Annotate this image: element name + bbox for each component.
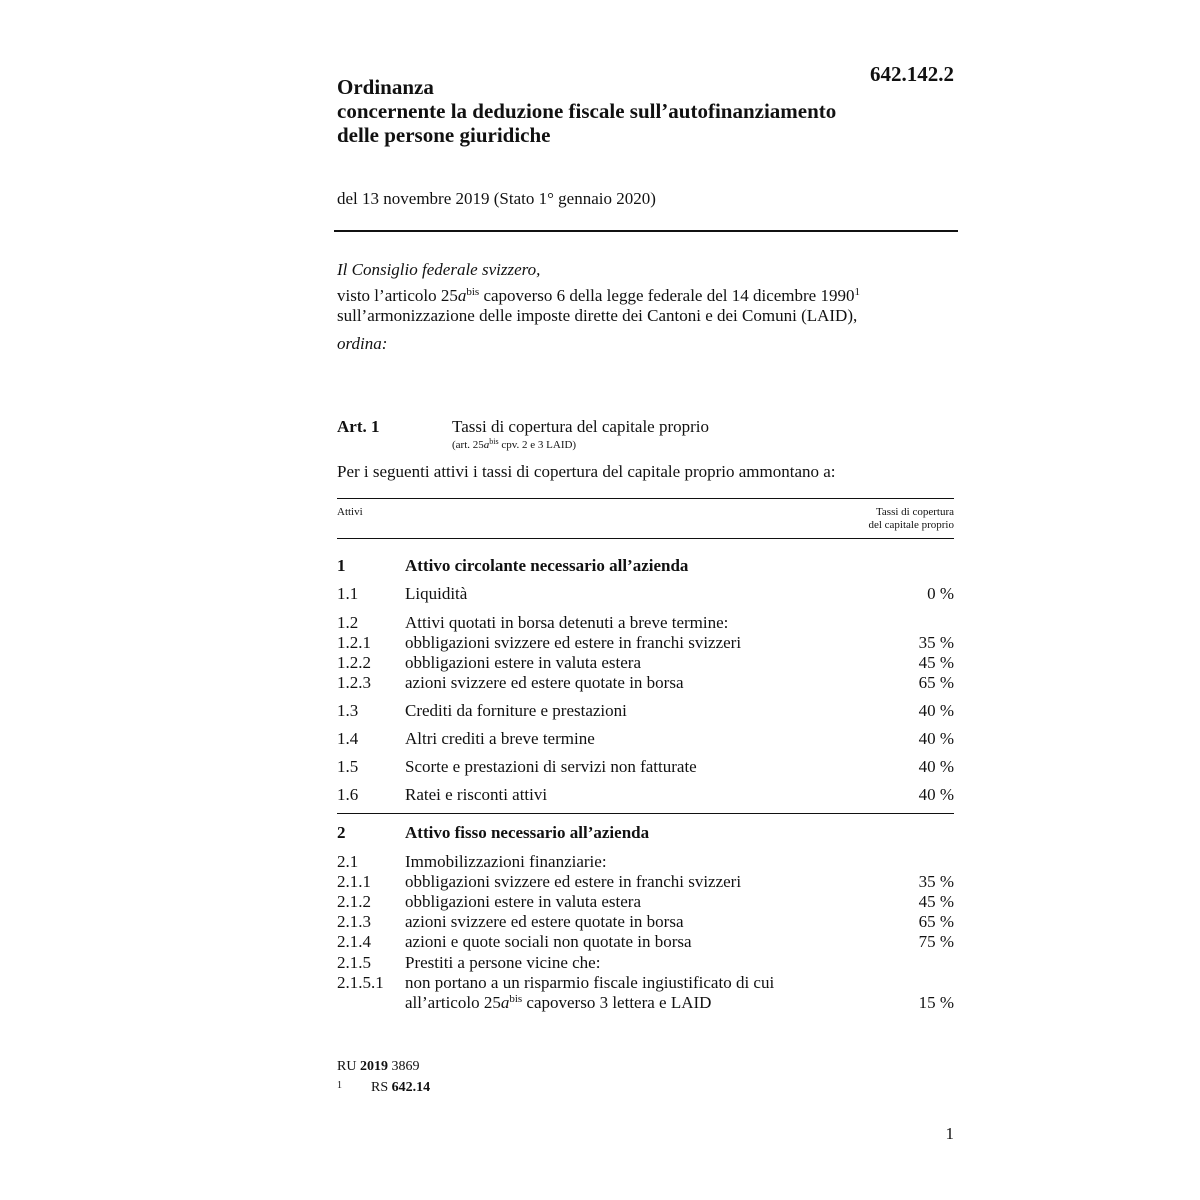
table-row-number: 1.3 bbox=[337, 701, 359, 720]
table-row-value: 45 % bbox=[918, 892, 954, 911]
table-row-text: obbligazioni estere in valuta estera bbox=[405, 653, 642, 672]
table-row-number: 1.6 bbox=[337, 785, 359, 804]
footnote-number: 1 bbox=[337, 1080, 342, 1091]
table-row-text: non portano a un risparmio fiscale ingiustificato di cui bbox=[405, 973, 775, 992]
table-row-number: 2.1.5.1 bbox=[337, 973, 384, 992]
table-section-heading: Attivo fisso necessario all’azienda bbox=[405, 823, 650, 842]
table-row-text: Altri crediti a breve termine bbox=[405, 729, 595, 748]
table-row-value: 35 % bbox=[918, 872, 954, 891]
official-compilation-ref: RU 2019 3869 bbox=[337, 1059, 420, 1074]
table-row-number: 1.5 bbox=[337, 757, 359, 776]
footnote-text: RS 642.14 bbox=[371, 1080, 431, 1095]
table-row-value: 0 % bbox=[927, 584, 954, 603]
table-top-rule bbox=[337, 498, 954, 499]
title-line-1: Ordinanza bbox=[337, 75, 434, 99]
date-status-line: del 13 novembre 2019 (Stato 1° gennaio 2020) bbox=[337, 189, 656, 208]
section-divider-rule bbox=[337, 813, 954, 814]
table-row-text: Immobilizzazioni finanziarie: bbox=[405, 852, 607, 871]
table-row-text: azioni svizzere ed estere quotate in borsa bbox=[405, 912, 684, 931]
preamble-ordina: ordina: bbox=[337, 334, 388, 353]
table-row-number: 2.1.4 bbox=[337, 932, 371, 951]
table-row-value: 40 % bbox=[918, 701, 954, 720]
table-row-value: 15 % bbox=[918, 993, 954, 1012]
column-header-rates: Tassi di copertura del capitale proprio bbox=[868, 506, 954, 531]
column-header-assets: Attivi bbox=[337, 506, 363, 518]
table-row-text: Liquidità bbox=[405, 584, 468, 603]
header-rule bbox=[334, 230, 958, 232]
table-row-value: 65 % bbox=[918, 912, 954, 931]
preamble-authority: Il Consiglio federale svizzero, bbox=[337, 260, 541, 279]
table-row-text: azioni svizzere ed estere quotate in borsa bbox=[405, 673, 684, 692]
table-row-number: 1.4 bbox=[337, 729, 359, 748]
table-row-number: 2.1 bbox=[337, 852, 359, 871]
table-row-value: 40 % bbox=[918, 785, 954, 804]
table-row-number: 2.1.3 bbox=[337, 912, 371, 931]
article-reference: (art. $25a^{bis}$ cpv. 2 e 3 LAID) bbox=[452, 437, 577, 451]
preamble-legal-basis: visto l’articolo $25a^{bis}$ capoverso 6 della legge federale del 14 dicembre 1990$^1$ bbox=[337, 286, 860, 305]
table-row-number: 1.2.3 bbox=[337, 673, 371, 692]
preamble-legal-basis-cont: sull’armonizzazione delle imposte dirette dei Cantoni e dei Comuni (LAID), bbox=[337, 306, 858, 325]
table-row-value: 35 % bbox=[918, 633, 954, 652]
table-row-number: 1.2 bbox=[337, 613, 359, 632]
table-row-value: 40 % bbox=[918, 757, 954, 776]
table-row-text: all’articolo $25a^{bis}$ capoverso 3 lettera e LAID bbox=[405, 993, 712, 1012]
table-row-number: 1 bbox=[337, 556, 346, 575]
document-number: 642.142.2 bbox=[870, 62, 954, 86]
table-row-number: 2 bbox=[337, 823, 346, 842]
table-row-number: 1.2.1 bbox=[337, 633, 371, 652]
article-intro: Per i seguenti attivi i tassi di copertura del capitale proprio ammontano a: bbox=[337, 462, 836, 481]
table-row-text: azioni e quote sociali non quotate in borsa bbox=[405, 932, 692, 951]
table-row-number: 1.1 bbox=[337, 584, 359, 603]
table-row-number: 2.1.5 bbox=[337, 953, 371, 972]
title-line-2: concernente la deduzione fiscale sull’autofinanziamento bbox=[337, 99, 837, 123]
table-row-value: 45 % bbox=[918, 653, 954, 672]
table-row-text: Crediti da forniture e prestazioni bbox=[405, 701, 627, 720]
page-number: 1 bbox=[945, 1124, 954, 1143]
article-title: Tassi di copertura del capitale proprio bbox=[452, 417, 710, 436]
table-row-text: Ratei e risconti attivi bbox=[405, 785, 548, 804]
table-section-heading: Attivo circolante necessario all’azienda bbox=[405, 556, 689, 575]
table-row-text: Attivi quotati in borsa detenuti a breve termine: bbox=[405, 613, 729, 632]
table-row-text: Prestiti a persone vicine che: bbox=[405, 953, 601, 972]
table-row-number: 1.2.2 bbox=[337, 653, 371, 672]
article-label: Art. 1 bbox=[337, 417, 380, 436]
table-row-number: 2.1.2 bbox=[337, 892, 371, 911]
table-row-text: obbligazioni svizzere ed estere in franchi svizzeri bbox=[405, 633, 742, 652]
table-row-value: 40 % bbox=[918, 729, 954, 748]
table-row-value: 75 % bbox=[918, 932, 954, 951]
table-row-text: obbligazioni svizzere ed estere in franchi svizzeri bbox=[405, 872, 742, 891]
table-row-text: Scorte e prestazioni di servizi non fatturate bbox=[405, 757, 697, 776]
table-row-text: obbligazioni estere in valuta estera bbox=[405, 892, 642, 911]
table-header-rule bbox=[337, 538, 954, 539]
table-row-value: 65 % bbox=[918, 673, 954, 692]
footnote-ref[interactable]: 1 bbox=[854, 286, 860, 298]
table-row-number: 2.1.1 bbox=[337, 872, 371, 891]
title-line-3: delle persone giuridiche bbox=[337, 123, 551, 147]
